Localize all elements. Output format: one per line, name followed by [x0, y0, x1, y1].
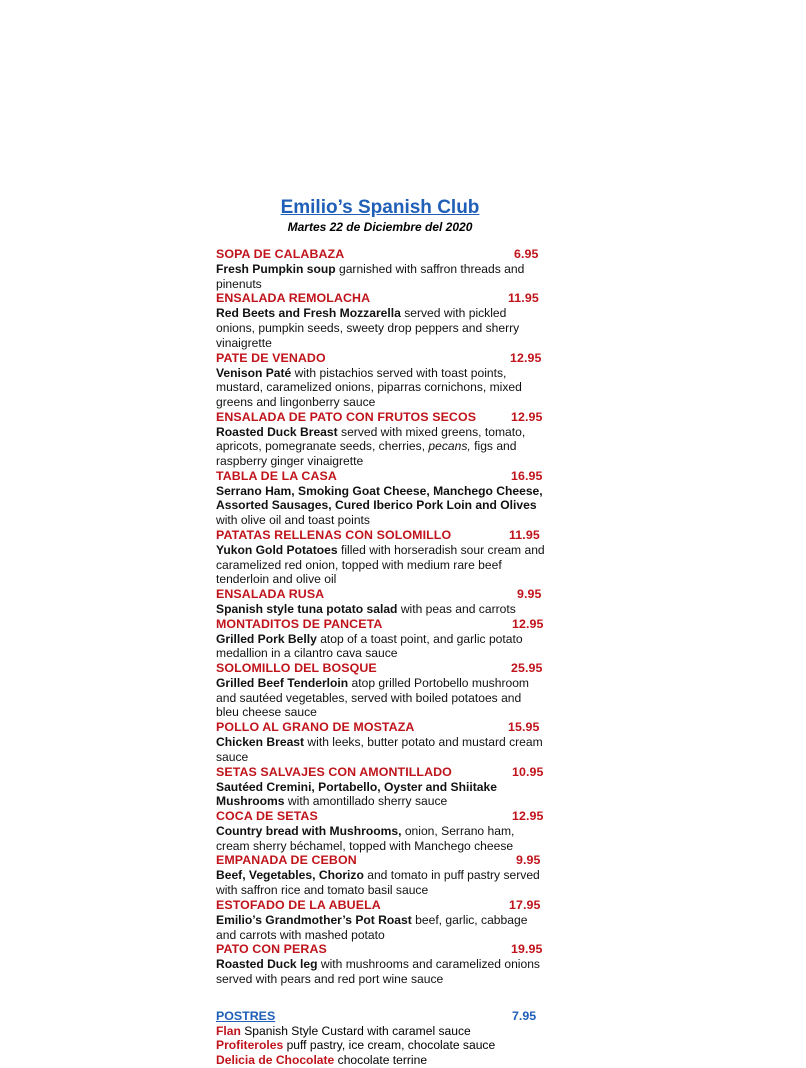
item-highlight: Fresh Pumpkin soup	[216, 262, 336, 276]
item-highlight: Yukon Gold Potatoes	[216, 542, 338, 557]
item-name: ENSALADA RUSA	[216, 586, 325, 601]
item-details-2: figs and raspberry ginger vinaigrette	[216, 439, 517, 469]
item-highlight: Roasted Duck Breast	[216, 424, 338, 439]
item-details: atop of a toast point, and garlic potato medallion in a cilantro cava sauce	[216, 631, 523, 661]
desserts-price: 7.95	[512, 1008, 537, 1023]
item-highlight: Grilled Pork Belly	[216, 631, 317, 646]
item-highlight: Grilled Beef Tenderloin	[216, 676, 349, 691]
item-description	[216, 676, 546, 720]
item-details: with olive oil and toast points	[216, 513, 370, 528]
dessert-description: Spanish Style Custard with caramel sauce	[240, 1023, 471, 1038]
item-details: with pistachios served with toast points, mustard, caramelized onions, piparras cornichons, mixed greens and lingonberry sauce	[216, 365, 522, 409]
item-price: 10.95	[512, 764, 544, 779]
item-name: SOPA DE CALABAZA	[216, 247, 345, 261]
item-price: 17.95	[509, 897, 541, 912]
item-italic: pecans,	[428, 439, 471, 454]
item-price: 12.95	[512, 808, 544, 823]
item-description	[216, 632, 546, 661]
item-description	[216, 780, 546, 809]
item-details: with leeks, butter potato and mustard cream sauce	[216, 735, 543, 764]
item-details: atop grilled Portobello mushroom and sautéed vegetables, served with boiled potatoes and bleu cheese sauce	[216, 676, 529, 720]
item-price: 12.95	[511, 409, 543, 424]
menu-date: Martes 22 de Diciembre del 2020	[287, 220, 473, 234]
item-header	[216, 528, 546, 543]
item-details: filled with horseradish sour cream and caramelized red onion, topped with medium rare beef tenderloin and olive oil	[216, 542, 545, 587]
item-header	[216, 809, 546, 824]
dessert-name: Flan	[216, 1023, 241, 1038]
menu-item	[216, 942, 546, 986]
item-price: 12.95	[512, 616, 544, 631]
dessert-item	[216, 1053, 546, 1068]
item-name: PATE DE VENADO	[216, 350, 326, 365]
menu-item	[216, 617, 546, 661]
menu-item	[216, 351, 546, 410]
item-details: garnished with saffron threads and pinenuts	[216, 262, 525, 291]
item-details: with amontillado sherry sauce	[284, 794, 448, 809]
item-description	[216, 484, 546, 528]
menu-item	[216, 898, 546, 942]
item-header	[216, 942, 546, 957]
menu-item	[216, 469, 546, 528]
item-description	[216, 735, 546, 764]
dessert-name: Profiteroles	[216, 1038, 284, 1053]
item-highlight: Chicken Breast	[216, 735, 305, 750]
item-price: 25.95	[511, 661, 543, 676]
item-header	[216, 469, 546, 484]
item-header	[216, 720, 546, 735]
item-name: MONTADITOS DE PANCETA	[216, 616, 383, 631]
desserts-header	[216, 1009, 546, 1024]
dessert-item	[216, 1038, 546, 1053]
dessert-description: chocolate terrine	[334, 1053, 428, 1068]
item-description	[216, 824, 546, 853]
item-price: 6.95	[514, 247, 539, 261]
item-name: TABLA DE LA CASA	[216, 468, 337, 483]
item-price: 15.95	[508, 720, 540, 735]
item-price: 9.95	[517, 586, 542, 601]
item-header	[216, 853, 546, 868]
item-description	[216, 425, 546, 469]
restaurant-title: Emilio’s Spanish Club	[280, 197, 480, 218]
item-name: PATO CON PERAS	[216, 942, 327, 957]
item-header	[216, 898, 546, 913]
item-name: ESTOFADO DE LA ABUELA	[216, 897, 381, 912]
item-header	[216, 291, 546, 306]
item-details: beef, garlic, cabbage and carrots with mashed potato	[216, 912, 528, 942]
menu-item	[216, 661, 546, 720]
item-description	[216, 543, 546, 587]
item-highlight: Venison Paté	[216, 365, 292, 380]
item-description	[216, 262, 546, 291]
desserts-label[interactable]: POSTRES	[216, 1008, 276, 1023]
item-header	[216, 351, 546, 366]
item-details: served with mixed greens, tomato, apricots, pomegranate seeds, cherries,	[216, 424, 526, 454]
menu-item	[216, 247, 546, 291]
menu-item	[216, 853, 546, 897]
item-price: 11.95	[508, 291, 539, 306]
item-header	[216, 247, 546, 262]
item-name: COCA DE SETAS	[216, 808, 318, 823]
dessert-items	[216, 1024, 546, 1068]
dessert-description: puff pastry, ice cream, chocolate sauce	[283, 1038, 496, 1053]
item-highlight: Beef, Vegetables, Chorizo	[216, 868, 364, 883]
item-details: with peas and carrots	[397, 601, 516, 616]
item-name: SOLOMILLO DEL BOSQUE	[216, 661, 377, 676]
item-highlight: Country bread with Mushrooms,	[216, 823, 402, 838]
menu-item	[216, 765, 546, 809]
item-details: served with pickled onions, pumpkin seeds, sweety drop peppers and sherry vinaigrette	[216, 306, 520, 350]
item-description	[216, 602, 546, 617]
item-price: 9.95	[516, 853, 541, 868]
item-name: POLLO AL GRANO DE MOSTAZA	[216, 720, 415, 735]
item-header	[216, 410, 546, 425]
item-description	[216, 366, 546, 410]
menu-item	[216, 587, 546, 617]
item-description	[216, 957, 546, 986]
dessert-item	[216, 1024, 546, 1039]
item-price: 11.95	[509, 527, 540, 542]
menu-item	[216, 410, 546, 469]
item-header	[216, 765, 546, 780]
menu-items	[216, 247, 546, 987]
item-price: 12.95	[510, 350, 542, 365]
item-description	[216, 868, 546, 897]
dessert-name: Delicia de Chocolate	[216, 1053, 335, 1068]
item-name: PATATAS RELLENAS CON SOLOMILLO	[216, 527, 452, 542]
item-highlight: Emilio’s Grandmother’s Pot Roast	[216, 912, 412, 927]
item-highlight: Roasted Duck leg	[216, 957, 318, 972]
menu-item	[216, 528, 546, 587]
item-price: 16.95	[511, 468, 543, 483]
item-price: 19.95	[511, 942, 543, 957]
item-highlight: Serrano Ham, Smoking Goat Cheese, Manchego Cheese, Assorted Sausages, Cured Iberico Pork Loin and Olives	[216, 483, 543, 513]
item-description	[216, 913, 546, 942]
item-highlight: Red Beets and Fresh Mozzarella	[216, 306, 401, 321]
menu-item	[216, 809, 546, 853]
menu-item	[216, 291, 546, 350]
item-name: ENSALADA DE PATO CON FRUTOS SECOS	[216, 409, 477, 424]
item-name: EMPANADA DE CEBON	[216, 853, 357, 868]
item-details: with mushrooms and caramelized onions served with pears and red port wine sauce	[216, 957, 540, 986]
item-highlight: Sautéed Cremini, Portabello, Oyster and Shiitake Mushrooms	[216, 779, 497, 809]
menu-item	[216, 720, 546, 764]
item-name: ENSALADA REMOLACHA	[216, 291, 371, 306]
item-name: SETAS SALVAJES CON AMONTILLADO	[216, 764, 452, 779]
item-highlight: Spanish style tuna potato salad	[216, 601, 398, 616]
item-details: and tomato in puff pastry served with saffron rice and tomato basil sauce	[216, 868, 540, 898]
item-details: onion, Serrano ham, cream sherry béchamel, topped with Manchego cheese	[216, 823, 515, 853]
item-header	[216, 661, 546, 676]
menu-list	[216, 247, 546, 1068]
item-description	[216, 306, 546, 350]
item-header	[216, 617, 546, 632]
item-header	[216, 587, 546, 602]
